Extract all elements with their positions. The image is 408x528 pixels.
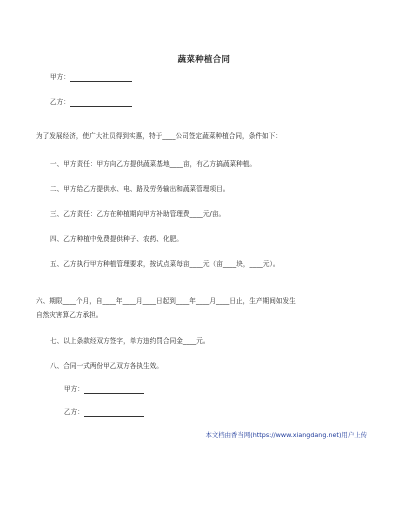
sign-party-a [64,385,144,394]
party-b-label: 乙方： [50,98,70,106]
clause-8: 八、合同一式两份甲乙双方各执生效。 [50,362,163,370]
source-footer-link[interactable]: 本文档由香当网(https://www.xiangdang.net)用户上传 [205,431,367,439]
clause-3: 三、乙方责任：乙方在种植期向甲方补助管理费____元/亩。 [50,210,226,218]
clause-1: 一、甲方责任：甲方向乙方提供蔬菜基地____亩，有乙方搞蔬菜种植。 [50,160,257,168]
intro-paragraph: 为了发展经济，使广大社员得到实惠，特于____公司签定蔬菜种植合同，条件如下： [36,132,282,140]
party-b-blank [70,106,132,107]
clause-6-line-2: 自然灾害算乙方承担。 [36,311,103,319]
sign-party-b [64,408,144,417]
party-a-label: 甲方： [50,73,70,81]
party-b-field [50,98,132,107]
party-a-blank [70,81,132,82]
sign-party-b-blank [84,416,144,417]
party-a-field [50,73,132,82]
clause-4: 四、乙方种植中免费提供种子、农药、化肥。 [50,235,183,243]
sign-party-a-label: 甲方： [64,385,84,393]
clause-6-line-1: 六、期限____个月，自____年____月____日起到____年____月____日止，生产期间如发生 [36,297,296,305]
clause-7: 七、以上条款经双方签字，单方违约罚合同金____元。 [50,337,210,345]
clause-2: 二、甲方给乙方提供水、电、路及劳务输出和蔬菜管理项目。 [50,185,230,193]
document-title: 蔬菜种植合同 [177,54,231,64]
clause-5: 五、乙方执行甲方种植管理要求，按试点菜每亩____元（亩____块，____元）。 [50,260,280,268]
sign-party-a-blank [84,393,144,394]
sign-party-b-label: 乙方： [64,408,84,416]
